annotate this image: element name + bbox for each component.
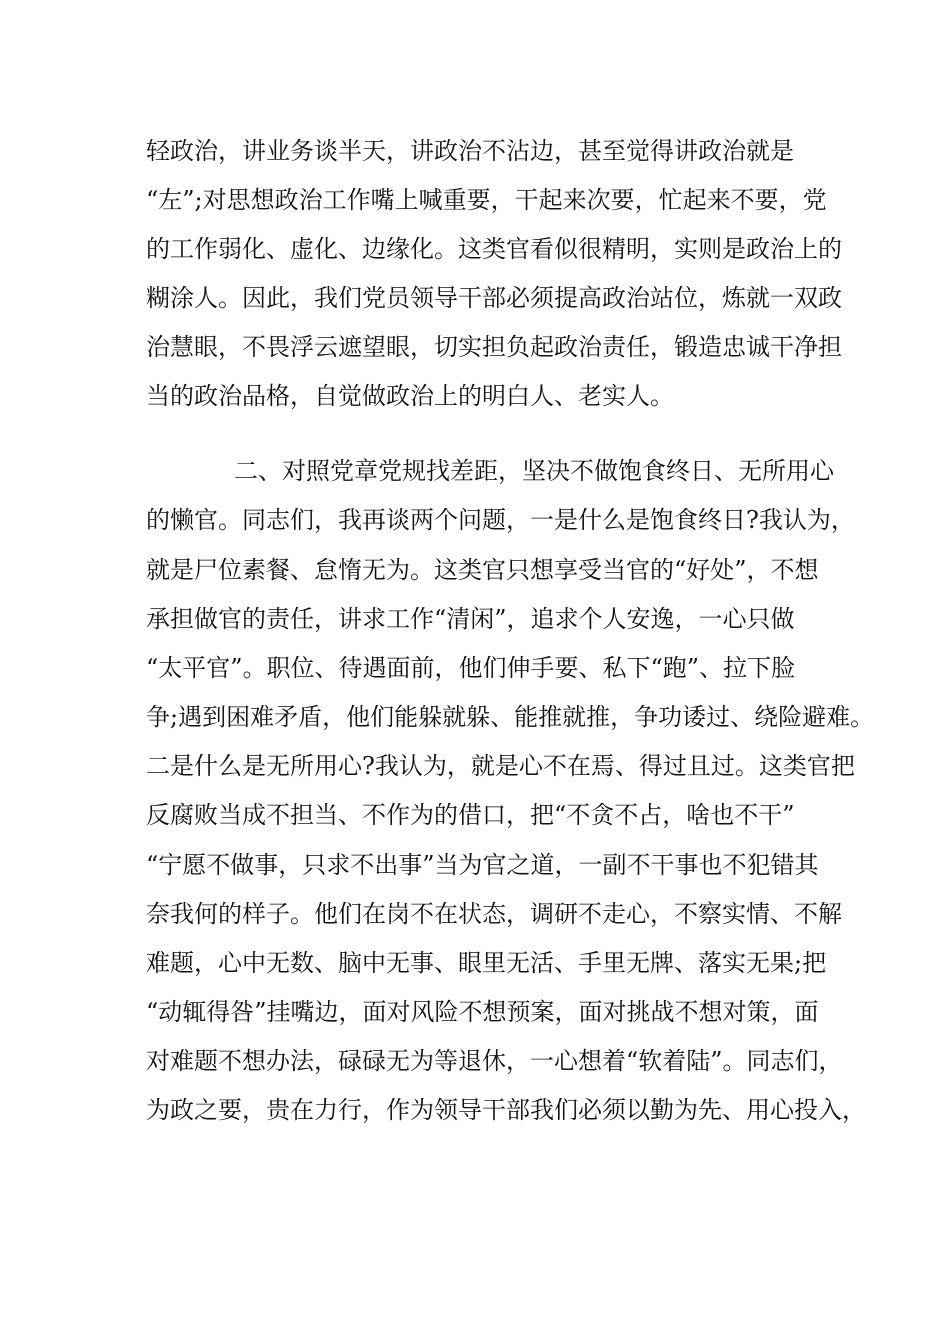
paragraph1-line-5: 治慧眼，不畏浮云遮望眼，切实担负起政治责任，锻造忠诚干净担 <box>146 333 842 361</box>
paragraph1-line-6: 当的政治品格，自觉做政治上的明白人、老实人。 <box>146 382 674 410</box>
paragraph2-line-10: 奈我何的样子。他们在岗不在状态，调研不走心，不察实情、不解 <box>146 900 842 928</box>
paragraph1-line-2: “左”;对思想政治工作嘴上喊重要，干起来次要，忙起来不要，党 <box>146 186 827 214</box>
paragraph1-line-3: 的工作弱化、虚化、边缘化。这类官看似很精明，实则是政治上的 <box>146 235 842 263</box>
paragraph2-line-13: 对难题不想办法，碌碌无为等退休，一心想着“软着陆”。同志们， <box>146 1047 843 1075</box>
paragraph2-line-7: 二是什么是无所用心?我认为，就是心不在焉、得过且过。这类官把 <box>146 752 855 780</box>
paragraph2-line-11: 难题，心中无数、脑中无事、眼里无活、手里无牌、落实无果;把 <box>146 949 827 977</box>
paragraph2-line-1: 二、对照党章党规找差距，坚决不做饱食终日、无所用心 <box>234 457 834 485</box>
paragraph1-line-1: 轻政治，讲业务谈半天，讲政治不沾边，甚至觉得讲政治就是 <box>146 137 794 165</box>
paragraph2-line-12: “动辄得咎”挂嘴边，面对风险不想预案，面对挑战不想对策，面 <box>146 998 819 1026</box>
paragraph2-line-3: 就是尸位素餐、怠惰无为。这类官只想享受当官的“好处”，不想 <box>146 556 819 584</box>
paragraph2-line-2: 的懒官。同志们，我再谈两个问题，一是什么是饱食终日?我认为， <box>146 506 855 534</box>
paragraph2-line-14: 为政之要，贵在力行，作为领导干部我们必须以勤为先、用心投入， <box>146 1096 866 1124</box>
paragraph2-line-4: 承担做官的责任，讲求工作“清闲”，追求个人安逸，一心只做 <box>146 605 795 633</box>
paragraph2-line-9: “宁愿不做事，只求不出事”当为官之道，一副不干事也不犯错其 <box>146 851 819 879</box>
paragraph2-line-8: 反腐败当成不担当、不作为的借口，把“不贪不占，啥也不干” <box>146 801 795 829</box>
paragraph2-line-5: “太平官”。职位、待遇面前，他们伸手要、私下“跑”、拉下脸 <box>146 654 796 682</box>
paragraph1-line-4: 糊涂人。因此，我们党员领导干部必须提高政治站位，炼就一双政 <box>146 284 842 312</box>
paragraph2-line-6: 争;遇到困难矛盾，他们能躲就躲、能推就推，争功诿过、绕险避难。 <box>146 703 875 731</box>
